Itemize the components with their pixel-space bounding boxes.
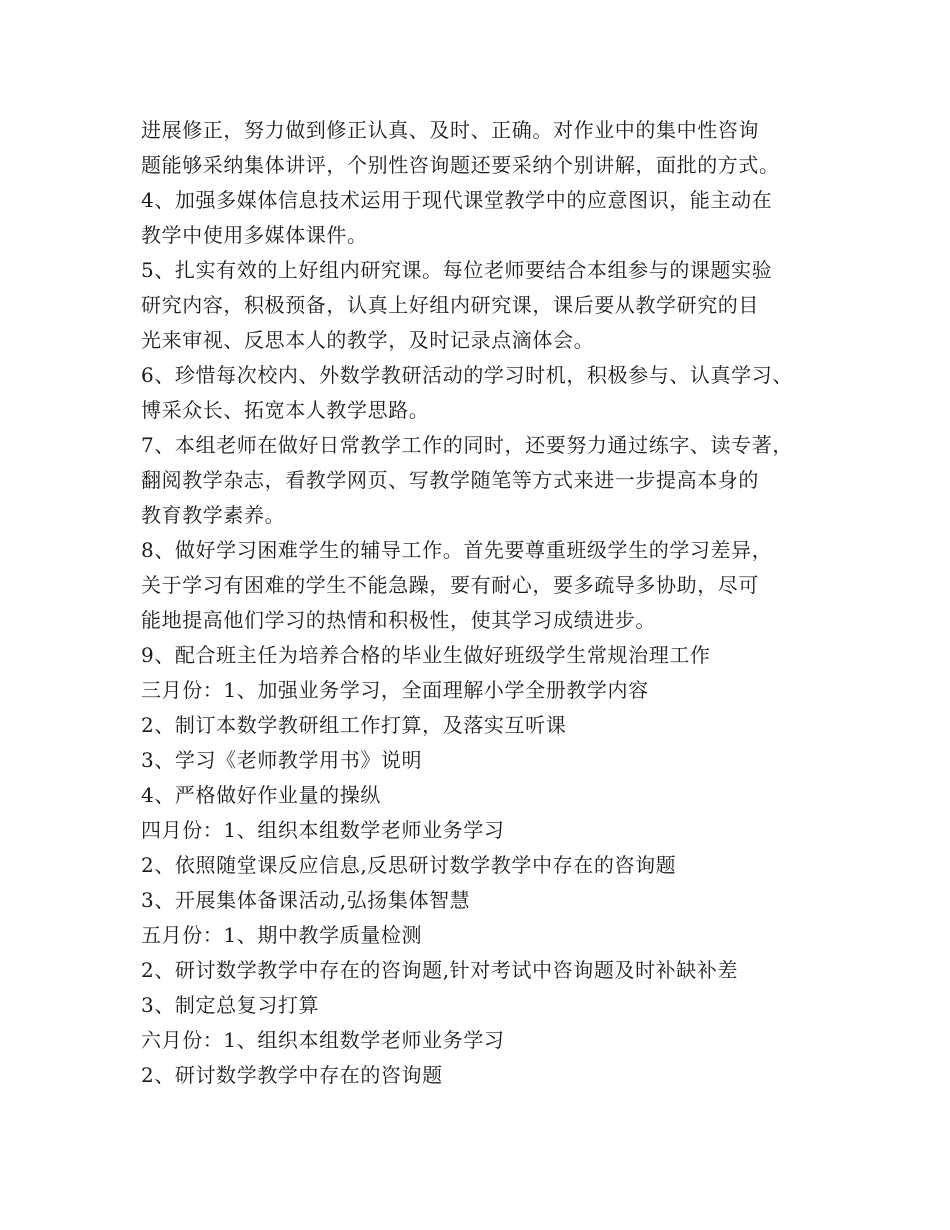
text-line: 2、研讨数学教学中存在的咨询题,针对考试中咨询题及时补缺补差 (141, 958, 739, 982)
text-line: 翻阅教学杂志，看教学网页、写教学随笔等方式来进一步提高本身的 (141, 468, 759, 492)
text-line: 三月份：1、加强业务学习，全面理解小学全册教学内容 (141, 678, 649, 702)
text-line: 7、本组老师在做好日常教学工作的同时，还要努力通过练字、读专著， (141, 433, 793, 457)
text-line: 3、制定总复习打算 (141, 993, 320, 1017)
text-line: 教育教学素养。 (141, 503, 286, 527)
text-line: 光来审视、反思本人的教学，及时记录点滴体会。 (141, 328, 595, 352)
text-line: 4、加强多媒体信息技术运用于现代课堂教学中的应意图识，能主动在 (141, 188, 773, 212)
text-line: 2、依照随堂课反应信息,反思研讨数学教学中存在的咨询题 (141, 853, 677, 877)
text-line: 5、扎实有效的上好组内研究课。每位老师要结合本组参与的课题实验 (141, 258, 773, 282)
document-body (141, 113, 831, 1093)
text-line: 3、学习《老师教学用书》说明 (141, 748, 423, 772)
text-line: 4、严格做好作业量的操纵 (141, 783, 381, 807)
text-line: 四月份：1、组织本组数学老师业务学习 (141, 818, 505, 842)
text-line: 研究内容，积极预备，认真上好组内研究课，课后要从教学研究的目 (141, 293, 759, 317)
text-line: 2、制订本数学教研组工作打算，及落实互听课 (141, 713, 567, 737)
text-line: 2、研讨数学教学中存在的咨询题 (141, 1063, 443, 1087)
text-line: 能地提高他们学习的热情和积极性，使其学习成绩进步。 (141, 608, 656, 632)
text-line: 9、配合班主任为培养合格的毕业生做好班级学生常规治理工作 (141, 643, 711, 667)
text-line: 六月份：1、组织本组数学老师业务学习 (141, 1028, 505, 1052)
text-line: 教学中使用多媒体课件。 (141, 223, 368, 247)
text-line: 进展修正，努力做到修正认真、及时、正确。对作业中的集中性咨询 (141, 118, 759, 142)
text-line: 8、做好学习困难学生的辅导工作。首先要尊重班级学生的学习差异， (141, 538, 773, 562)
text-line: 6、珍惜每次校内、外数学教研活动的学习时机，积极参与、认真学习、 (141, 363, 793, 387)
text-line: 关于学习有困难的学生不能急躁，要有耐心，要多疏导多协助，尽可 (141, 573, 759, 597)
text-line: 五月份：1、期中教学质量检测 (141, 923, 423, 947)
text-line: 3、开展集体备课活动,弘扬集体智慧 (141, 888, 471, 912)
text-line: 博采众长、拓宽本人教学思路。 (141, 398, 430, 422)
text-line: 题能够采纳集体讲评，个别性咨询题还要采纳个别讲解，面批的方式。 (141, 153, 780, 177)
